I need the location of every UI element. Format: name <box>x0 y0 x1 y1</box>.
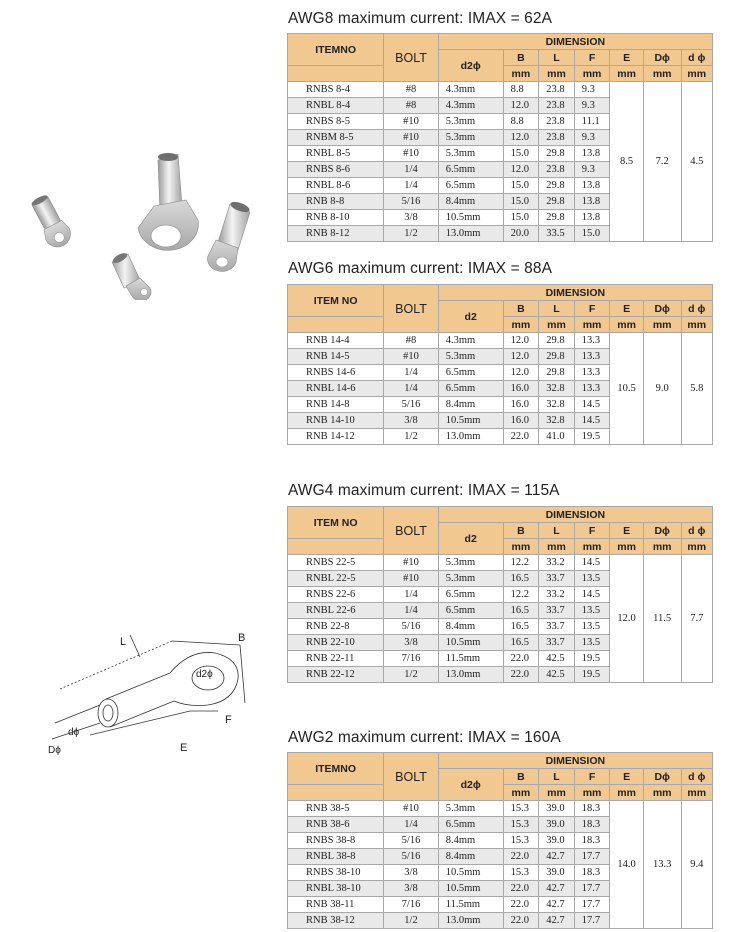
header-unit-mm: mm <box>503 317 539 333</box>
cell-d2: 8.4mm <box>438 397 503 413</box>
cell-d2: 13.0mm <box>438 429 503 445</box>
cell-d2: 13.0mm <box>438 913 503 929</box>
header-unit-mm: mm <box>643 66 681 82</box>
header-unit-mm: mm <box>643 317 681 333</box>
cell-f: 13.3 <box>574 381 610 397</box>
cell-bolt: #10 <box>384 555 438 571</box>
cell-b: 16.5 <box>503 635 539 651</box>
cell-l: 42.5 <box>539 651 575 667</box>
cell-f: 13.8 <box>574 210 610 226</box>
cell-l: 42.5 <box>539 667 575 683</box>
cell-l: 23.8 <box>539 130 575 146</box>
cell-bolt: 5/16 <box>384 833 438 849</box>
cell-f: 14.5 <box>574 555 610 571</box>
cell-l: 23.8 <box>539 82 575 98</box>
cell-bolt: 1/2 <box>384 226 438 242</box>
cell-bolt: 1/2 <box>384 913 438 929</box>
cell-itemno: RNB 14-8 <box>288 397 384 413</box>
header-dsmall: d ϕ <box>681 523 713 539</box>
cell-bolt: 3/8 <box>384 635 438 651</box>
cell-b: 22.0 <box>503 897 539 913</box>
cell-l: 33.7 <box>539 619 575 635</box>
diagram-label-e: E <box>180 742 188 754</box>
diagram-label-d2: d2ϕ <box>196 669 213 680</box>
cell-d2: 6.5mm <box>438 365 503 381</box>
header-unit-mm: mm <box>681 539 713 555</box>
cell-f: 18.3 <box>574 817 610 833</box>
cell-l: 39.0 <box>539 801 575 817</box>
cell-f: 17.7 <box>574 897 610 913</box>
cell-bolt: 5/16 <box>384 397 438 413</box>
cell-dphi: 7.2 <box>643 82 681 242</box>
header-dimension: DIMENSION <box>438 285 712 301</box>
cell-itemno: RNBS 14-6 <box>288 365 384 381</box>
cell-l: 29.8 <box>539 333 575 349</box>
header-bolt: BOLT <box>384 34 438 82</box>
cell-b: 16.5 <box>503 603 539 619</box>
header-dphi: Dϕ <box>643 523 681 539</box>
header-unit-mm: mm <box>539 539 575 555</box>
header-e: E <box>610 769 643 785</box>
cell-bolt: #10 <box>384 349 438 365</box>
header-d2: d2 <box>438 523 503 555</box>
cell-bolt: 1/4 <box>384 162 438 178</box>
cell-f: 13.3 <box>574 333 610 349</box>
cell-bolt: 5/16 <box>384 194 438 210</box>
header-b: B <box>503 50 539 66</box>
cell-dsmall: 9.4 <box>681 801 713 929</box>
awg6-title: AWG6 maximum current: IMAX = 88A <box>288 260 553 277</box>
cell-itemno: RNBS 38-10 <box>288 865 384 881</box>
cell-bolt: 1/4 <box>384 603 438 619</box>
cell-f: 13.5 <box>574 635 610 651</box>
cell-bolt: 1/4 <box>384 178 438 194</box>
cell-itemno: RNBL 14-6 <box>288 381 384 397</box>
cell-b: 20.0 <box>503 226 539 242</box>
diagram-label-f: F <box>225 714 232 726</box>
cell-itemno: RNBL 8-5 <box>288 146 384 162</box>
cell-l: 42.7 <box>539 913 575 929</box>
header-unit-mm: mm <box>681 66 713 82</box>
header-b: B <box>503 301 539 317</box>
header-unit-mm: mm <box>681 317 713 333</box>
cell-l: 33.7 <box>539 603 575 619</box>
header-f: F <box>574 301 610 317</box>
cell-f: 14.5 <box>574 397 610 413</box>
cell-itemno: RNBL 22-5 <box>288 571 384 587</box>
cell-l: 29.8 <box>539 365 575 381</box>
cell-b: 16.0 <box>503 397 539 413</box>
cell-bolt: 3/8 <box>384 881 438 897</box>
cell-bolt: 3/8 <box>384 413 438 429</box>
cell-b: 16.0 <box>503 413 539 429</box>
cell-dphi: 9.0 <box>643 333 681 445</box>
cell-b: 15.0 <box>503 194 539 210</box>
header-dsmall: d ϕ <box>681 769 713 785</box>
header-unit-mm: mm <box>503 66 539 82</box>
header-unit-mm: mm <box>539 66 575 82</box>
header-l: L <box>539 50 575 66</box>
cell-l: 29.8 <box>539 178 575 194</box>
cell-d2: 8.4mm <box>438 194 503 210</box>
cell-d2: 5.3mm <box>438 130 503 146</box>
header-item: ITEM NO <box>288 507 384 539</box>
cell-b: 12.0 <box>503 98 539 114</box>
cell-b: 15.0 <box>503 210 539 226</box>
header-f: F <box>574 523 610 539</box>
header-unit-mm: mm <box>574 539 610 555</box>
header-unit-mm: mm <box>574 317 610 333</box>
cell-d2: 5.3mm <box>438 801 503 817</box>
cell-itemno: RNBL 22-6 <box>288 603 384 619</box>
cell-d2: 5.3mm <box>438 349 503 365</box>
cell-f: 13.3 <box>574 365 610 381</box>
cell-itemno: RNBL 38-8 <box>288 849 384 865</box>
cell-itemno: RNB 14-12 <box>288 429 384 445</box>
cell-d2: 5.3mm <box>438 571 503 587</box>
cell-itemno: RNB 38-6 <box>288 817 384 833</box>
cell-itemno: RNB 22-10 <box>288 635 384 651</box>
diagram-label-b: B <box>238 632 246 644</box>
header-dimension: DIMENSION <box>438 34 712 50</box>
header-e: E <box>610 50 643 66</box>
cell-itemno: RNBL 38-10 <box>288 881 384 897</box>
cell-itemno: RNB 22-8 <box>288 619 384 635</box>
header-dphi: Dϕ <box>643 769 681 785</box>
cell-d2: 13.0mm <box>438 667 503 683</box>
cell-d2: 10.5mm <box>438 865 503 881</box>
header-dphi: Dϕ <box>643 301 681 317</box>
cell-l: 39.0 <box>539 865 575 881</box>
cell-itemno: RNBM 8-5 <box>288 130 384 146</box>
cell-itemno: RNB 38-5 <box>288 801 384 817</box>
header-b: B <box>503 523 539 539</box>
cell-f: 19.5 <box>574 667 610 683</box>
cell-b: 15.3 <box>503 817 539 833</box>
header-unit-mm: mm <box>643 539 681 555</box>
cell-bolt: #10 <box>384 571 438 587</box>
cell-d2: 6.5mm <box>438 603 503 619</box>
small-terminal-bottom <box>111 251 151 300</box>
cell-f: 18.3 <box>574 865 610 881</box>
header-e: E <box>610 523 643 539</box>
cell-f: 13.8 <box>574 194 610 210</box>
header-d2: d2ϕ <box>438 50 503 82</box>
header-dsmall: d ϕ <box>681 50 713 66</box>
cell-b: 12.0 <box>503 130 539 146</box>
cell-d2: 8.4mm <box>438 833 503 849</box>
header-b: B <box>503 769 539 785</box>
cell-b: 22.0 <box>503 881 539 897</box>
cell-b: 15.3 <box>503 833 539 849</box>
header-dimension: DIMENSION <box>438 507 712 523</box>
cell-d2: 5.3mm <box>438 555 503 571</box>
cell-d2: 10.5mm <box>438 210 503 226</box>
cell-d2: 6.5mm <box>438 587 503 603</box>
cell-d2: 10.5mm <box>438 413 503 429</box>
cell-bolt: #10 <box>384 130 438 146</box>
cell-b: 12.2 <box>503 555 539 571</box>
cell-dphi: 13.3 <box>643 801 681 929</box>
cell-f: 19.5 <box>574 429 610 445</box>
header-unit-mm: mm <box>610 785 643 801</box>
header-e: E <box>610 301 643 317</box>
header-unit-mm: mm <box>503 785 539 801</box>
cell-l: 33.2 <box>539 555 575 571</box>
cell-f: 13.8 <box>574 178 610 194</box>
cell-dphi: 11.5 <box>643 555 681 683</box>
cell-dsmall: 5.8 <box>681 333 713 445</box>
cell-itemno: RNBS 8-6 <box>288 162 384 178</box>
awg6-spec-table <box>287 284 713 445</box>
cell-bolt: #10 <box>384 114 438 130</box>
cell-b: 12.0 <box>503 365 539 381</box>
awg4-spec-table <box>287 506 713 683</box>
cell-d2: 13.0mm <box>438 226 503 242</box>
cell-itemno: RNB 8-12 <box>288 226 384 242</box>
cell-bolt: #8 <box>384 98 438 114</box>
cell-f: 13.3 <box>574 349 610 365</box>
header-bolt: BOLT <box>384 285 438 333</box>
cell-l: 23.8 <box>539 162 575 178</box>
cell-b: 15.0 <box>503 146 539 162</box>
table-row <box>288 333 713 349</box>
cell-f: 19.5 <box>574 651 610 667</box>
awg2-title: AWG2 maximum current: IMAX = 160A <box>288 729 561 746</box>
cell-l: 42.7 <box>539 849 575 865</box>
cell-f: 13.5 <box>574 619 610 635</box>
cell-bolt: 5/16 <box>384 849 438 865</box>
cell-itemno: RNBS 8-4 <box>288 82 384 98</box>
cell-l: 29.8 <box>539 194 575 210</box>
header-d2: d2ϕ <box>438 769 503 801</box>
cell-e: 12.0 <box>610 555 643 683</box>
cell-b: 15.0 <box>503 178 539 194</box>
cell-d2: 4.3mm <box>438 82 503 98</box>
header-f: F <box>574 50 610 66</box>
cell-itemno: RNB 8-8 <box>288 194 384 210</box>
header-dphi: Dϕ <box>643 50 681 66</box>
cell-b: 22.0 <box>503 667 539 683</box>
awg4-title: AWG4 maximum current: IMAX = 115A <box>288 482 560 499</box>
cell-l: 42.7 <box>539 881 575 897</box>
cell-b: 12.0 <box>503 162 539 178</box>
cell-bolt: #10 <box>384 146 438 162</box>
cell-d2: 8.4mm <box>438 849 503 865</box>
cell-itemno: RNB 14-10 <box>288 413 384 429</box>
cell-bolt: 1/2 <box>384 667 438 683</box>
header-unit-mm: mm <box>574 785 610 801</box>
cell-d2: 6.5mm <box>438 178 503 194</box>
cell-f: 11.1 <box>574 114 610 130</box>
cell-d2: 5.3mm <box>438 114 503 130</box>
cell-b: 8.8 <box>503 114 539 130</box>
cell-bolt: 1/2 <box>384 429 438 445</box>
diagram-label-l: L <box>120 636 127 648</box>
cell-d2: 11.5mm <box>438 897 503 913</box>
cell-bolt: 3/8 <box>384 210 438 226</box>
header-l: L <box>539 301 575 317</box>
cell-itemno: RNB 38-11 <box>288 897 384 913</box>
cell-itemno: RNB 8-10 <box>288 210 384 226</box>
cell-b: 12.2 <box>503 587 539 603</box>
cell-d2: 6.5mm <box>438 162 503 178</box>
cell-bolt: 1/4 <box>384 365 438 381</box>
cell-itemno: RNBS 22-5 <box>288 555 384 571</box>
cell-bolt: 7/16 <box>384 651 438 667</box>
cell-f: 14.5 <box>574 587 610 603</box>
cell-e: 10.5 <box>610 333 643 445</box>
awg2-spec-table <box>287 752 713 929</box>
cell-f: 9.3 <box>574 98 610 114</box>
header-bolt: BOLT <box>384 753 438 801</box>
cell-f: 17.7 <box>574 913 610 929</box>
cell-l: 41.0 <box>539 429 575 445</box>
cell-f: 13.5 <box>574 571 610 587</box>
cell-b: 15.3 <box>503 801 539 817</box>
cell-bolt: 5/16 <box>384 619 438 635</box>
medium-terminal-right <box>208 200 251 272</box>
header-unit-mm: mm <box>610 317 643 333</box>
cell-l: 33.5 <box>539 226 575 242</box>
cell-f: 9.3 <box>574 130 610 146</box>
header-unit-mm: mm <box>610 66 643 82</box>
table-row <box>288 801 713 817</box>
table-row <box>288 555 713 571</box>
cell-b: 16.5 <box>503 619 539 635</box>
cell-b: 8.8 <box>503 82 539 98</box>
cell-d2: 8.4mm <box>438 619 503 635</box>
cell-f: 15.0 <box>574 226 610 242</box>
cell-itemno: RNB 14-5 <box>288 349 384 365</box>
header-f: F <box>574 769 610 785</box>
cell-l: 39.0 <box>539 833 575 849</box>
cell-l: 42.7 <box>539 897 575 913</box>
cell-d2: 10.5mm <box>438 881 503 897</box>
cell-itemno: RNB 38-12 <box>288 913 384 929</box>
header-l: L <box>539 769 575 785</box>
header-l: L <box>539 523 575 539</box>
cell-f: 17.7 <box>574 849 610 865</box>
cell-b: 12.0 <box>503 349 539 365</box>
cell-d2: 4.3mm <box>438 98 503 114</box>
header-bolt: BOLT <box>384 507 438 555</box>
header-item: ITEM NO <box>288 285 384 317</box>
header-unit-mm: mm <box>643 785 681 801</box>
diagram-label-dsmall: dϕ <box>68 727 80 738</box>
cell-f: 9.3 <box>574 162 610 178</box>
cell-itemno: RNBS 22-6 <box>288 587 384 603</box>
cell-d2: 10.5mm <box>438 635 503 651</box>
cell-b: 16.0 <box>503 381 539 397</box>
cell-l: 32.8 <box>539 413 575 429</box>
cell-e: 8.5 <box>610 82 643 242</box>
ring-terminals-photo <box>30 150 280 300</box>
cell-l: 23.8 <box>539 98 575 114</box>
cell-l: 29.8 <box>539 210 575 226</box>
cell-f: 18.3 <box>574 801 610 817</box>
cell-dsmall: 4.5 <box>681 82 713 242</box>
small-terminal-left <box>30 192 75 252</box>
cell-itemno: RNBS 8-5 <box>288 114 384 130</box>
cell-f: 14.5 <box>574 413 610 429</box>
cell-e: 14.0 <box>610 801 643 929</box>
cell-b: 22.0 <box>503 651 539 667</box>
cell-l: 32.8 <box>539 381 575 397</box>
cell-d2: 6.5mm <box>438 817 503 833</box>
cell-d2: 5.3mm <box>438 146 503 162</box>
cell-b: 22.0 <box>503 913 539 929</box>
cell-l: 23.8 <box>539 114 575 130</box>
diagram-label-dphi: Dϕ <box>48 745 61 756</box>
cell-itemno: RNBL 8-4 <box>288 98 384 114</box>
cell-l: 29.8 <box>539 146 575 162</box>
header-unit-mm: mm <box>539 317 575 333</box>
cell-f: 9.3 <box>574 82 610 98</box>
cell-f: 17.7 <box>574 881 610 897</box>
cell-b: 12.0 <box>503 333 539 349</box>
cell-itemno: RNBL 8-6 <box>288 178 384 194</box>
cell-f: 18.3 <box>574 833 610 849</box>
cell-b: 15.3 <box>503 865 539 881</box>
header-d2: d2 <box>438 301 503 333</box>
cell-itemno: RNB 22-11 <box>288 651 384 667</box>
awg8-spec-table <box>287 33 713 242</box>
cell-itemno: RNB 22-12 <box>288 667 384 683</box>
header-item: ITEMNO <box>288 753 384 785</box>
cell-bolt: 7/16 <box>384 897 438 913</box>
cell-b: 16.5 <box>503 571 539 587</box>
header-unit-mm: mm <box>610 539 643 555</box>
awg8-title: AWG8 maximum current: IMAX = 62A <box>288 10 553 27</box>
cell-l: 33.7 <box>539 635 575 651</box>
header-unit-mm: mm <box>574 66 610 82</box>
header-unit-mm: mm <box>539 785 575 801</box>
header-unit-mm: mm <box>681 785 713 801</box>
cell-d2: 6.5mm <box>438 381 503 397</box>
cell-itemno: RNB 14-4 <box>288 333 384 349</box>
cell-bolt: #8 <box>384 82 438 98</box>
cell-l: 32.8 <box>539 397 575 413</box>
cell-d2: 4.3mm <box>438 333 503 349</box>
header-dsmall: d ϕ <box>681 301 713 317</box>
cell-l: 39.0 <box>539 817 575 833</box>
cell-l: 33.7 <box>539 571 575 587</box>
cell-l: 29.8 <box>539 349 575 365</box>
cell-bolt: 3/8 <box>384 865 438 881</box>
header-item: ITEMNO <box>288 34 384 66</box>
cell-b: 22.0 <box>503 429 539 445</box>
cell-f: 13.8 <box>574 146 610 162</box>
cell-d2: 11.5mm <box>438 651 503 667</box>
terminal-dimension-diagram <box>40 615 270 765</box>
cell-bolt: #10 <box>384 801 438 817</box>
cell-f: 13.5 <box>574 603 610 619</box>
table-row <box>288 82 713 98</box>
cell-itemno: RNBS 38-8 <box>288 833 384 849</box>
large-terminal-center <box>138 153 198 250</box>
cell-bolt: 1/4 <box>384 587 438 603</box>
header-unit-mm: mm <box>503 539 539 555</box>
cell-l: 33.2 <box>539 587 575 603</box>
cell-bolt: #8 <box>384 333 438 349</box>
cell-dsmall: 7.7 <box>681 555 713 683</box>
cell-bolt: 1/4 <box>384 381 438 397</box>
cell-b: 22.0 <box>503 849 539 865</box>
header-dimension: DIMENSION <box>438 753 712 769</box>
cell-bolt: 1/4 <box>384 817 438 833</box>
